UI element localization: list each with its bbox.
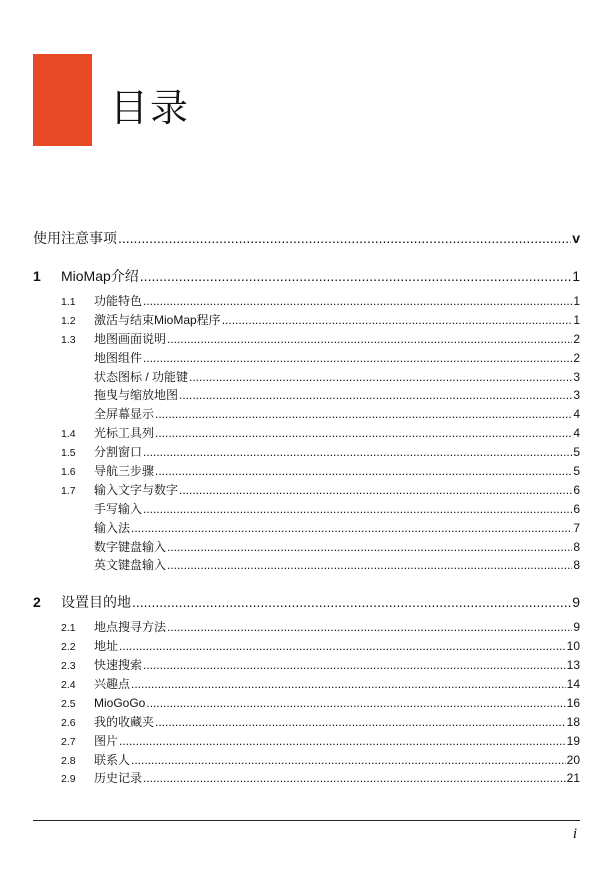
- toc-entry-page: 18: [566, 714, 580, 729]
- toc-entry-page: 21: [566, 771, 580, 786]
- dot-leader: [155, 405, 572, 424]
- toc-entry-label: 激活与结束MioMap程序: [94, 312, 221, 327]
- toc-subsection-entry[interactable]: [33, 349, 580, 368]
- toc-entry-page: 16: [566, 695, 580, 710]
- dot-leader: [132, 592, 571, 612]
- toc-entry-label: 使用注意事项: [33, 230, 117, 246]
- toc-entry-label: 联系人: [94, 752, 131, 767]
- toc-entry-page: 9: [572, 594, 580, 611]
- toc-entry-label: 我的收藏夹: [94, 714, 155, 729]
- toc-section-number: 2.8: [61, 754, 76, 767]
- toc-section-entry[interactable]: [33, 675, 580, 694]
- toc-entry-page: 8: [573, 539, 580, 554]
- dot-leader: [143, 292, 572, 311]
- dot-leader: [179, 481, 572, 500]
- toc-entry-page: 6: [573, 501, 580, 516]
- toc-entry-label: 设置目的地: [61, 594, 131, 611]
- toc-chapter-entry[interactable]: [33, 592, 580, 612]
- toc-entry-label: MioMap介绍: [61, 268, 139, 284]
- toc-entry-page: 3: [573, 369, 580, 384]
- toc-section-number: 1.7: [61, 484, 76, 497]
- toc-entry-page: 5: [573, 464, 580, 479]
- toc-entry-page: 13: [566, 658, 580, 673]
- toc-chapter-number: 1: [33, 268, 41, 284]
- toc-subsection-entry[interactable]: [33, 386, 580, 405]
- toc-section-entry[interactable]: [33, 769, 580, 788]
- footer-rule: [33, 820, 580, 821]
- toc-section-number: 2.9: [61, 773, 76, 786]
- dot-leader: [179, 386, 572, 405]
- toc-entry-label: 光标工具列: [94, 426, 155, 441]
- dot-leader: [131, 675, 566, 694]
- toc-entry-page: 9: [573, 620, 580, 635]
- page-number: i: [572, 826, 577, 842]
- toc-section-number: 2.4: [61, 679, 76, 692]
- toc-entry-page: 1: [572, 268, 580, 284]
- toc-section-entry[interactable]: [33, 618, 580, 637]
- toc-entry-label: 拖曳与缩放地图: [94, 388, 179, 403]
- dot-leader: [222, 311, 573, 330]
- toc-subsection-entry[interactable]: [33, 556, 580, 575]
- toc-chapter-entry[interactable]: [33, 266, 580, 286]
- toc-entry-label: 数字键盘输入: [94, 539, 167, 554]
- dot-leader: [118, 228, 571, 248]
- toc-entry-page: 20: [566, 752, 580, 767]
- toc-entry-label: MioGoGo: [94, 695, 146, 710]
- toc-entry-label: 全屏幕显示: [94, 407, 155, 422]
- toc-entry-label: 快速搜索: [94, 658, 143, 673]
- toc-section-number: 1.2: [61, 314, 76, 327]
- toc-entry-label: 地图画面说明: [94, 331, 167, 346]
- toc-section-entry[interactable]: [33, 637, 580, 656]
- toc-section-number: 2.5: [61, 697, 76, 710]
- toc-entry-page: 4: [573, 407, 580, 422]
- toc-entry-label: 图片: [94, 733, 119, 748]
- dot-leader: [167, 618, 572, 637]
- toc-subsection-entry[interactable]: [33, 538, 580, 557]
- toc-entry-page: 3: [573, 388, 580, 403]
- toc-entry-label: 输入文字与数字: [94, 482, 179, 497]
- dot-leader: [143, 656, 566, 675]
- toc-entry-label: 地址: [94, 639, 119, 654]
- toc-entry-page: 10: [566, 639, 580, 654]
- toc-entry-label: 英文键盘输入: [94, 558, 167, 573]
- toc-entry-label: 状态图标 / 功能键: [94, 369, 189, 384]
- toc-section-entry[interactable]: [33, 292, 580, 311]
- toc-entry-label: 地图组件: [94, 350, 143, 365]
- toc-section-entry[interactable]: [33, 311, 580, 330]
- dot-leader: [189, 368, 572, 387]
- toc-section-number: 2.3: [61, 660, 76, 673]
- dot-leader: [146, 694, 565, 713]
- toc-entry-page: 8: [573, 558, 580, 573]
- toc-entry-page: 1: [573, 294, 580, 308]
- toc-entry-label: 功能特色: [94, 294, 143, 308]
- dot-leader: [143, 769, 566, 788]
- dot-leader: [119, 637, 566, 656]
- toc-entry-page: 2: [573, 350, 580, 365]
- toc-section-number: 1.4: [61, 428, 76, 441]
- toc-subsection-entry[interactable]: [33, 405, 580, 424]
- toc-section-entry[interactable]: [33, 462, 580, 481]
- toc-preface-entry[interactable]: [33, 228, 580, 248]
- toc-entry-page: v: [572, 230, 580, 246]
- toc-section-entry[interactable]: [33, 694, 580, 713]
- toc-entry-page: 6: [573, 482, 580, 497]
- dot-leader: [167, 556, 572, 575]
- toc-entry-page: 4: [573, 426, 580, 441]
- toc-section-entry[interactable]: [33, 656, 580, 675]
- toc-entry-label: 导航三步骤: [94, 464, 155, 479]
- toc-section-number: 1.3: [61, 333, 76, 346]
- toc-section-number: 2.7: [61, 735, 76, 748]
- dot-leader: [131, 519, 572, 538]
- dot-leader: [131, 751, 566, 770]
- toc-entry-page: 7: [573, 520, 580, 535]
- dot-leader: [143, 500, 572, 519]
- toc-entry-page: 19: [566, 733, 580, 748]
- toc-section-number: 2.1: [61, 622, 76, 635]
- toc-entry-label: 分割窗口: [94, 445, 143, 460]
- dot-leader: [143, 443, 572, 462]
- toc-section-entry[interactable]: [33, 713, 580, 732]
- dot-leader: [119, 732, 566, 751]
- toc-entry-page: 5: [573, 445, 580, 460]
- toc-section-entry[interactable]: [33, 330, 580, 349]
- toc-entry-label: 输入法: [94, 520, 131, 535]
- toc-subsection-entry[interactable]: [33, 519, 580, 538]
- dot-leader: [167, 538, 572, 557]
- dot-leader: [143, 349, 572, 368]
- toc-section-entry[interactable]: [33, 424, 580, 443]
- toc-section-entry[interactable]: [33, 751, 580, 770]
- toc-section-number: 2.2: [61, 641, 76, 654]
- toc-entry-page: 1: [573, 312, 580, 327]
- toc-entry-page: 2: [573, 331, 580, 346]
- toc-chapters: [33, 266, 580, 788]
- dot-leader: [140, 266, 571, 286]
- toc-subsection-entry[interactable]: [33, 500, 580, 519]
- toc-section-number: 2.6: [61, 716, 76, 729]
- toc-section-entry[interactable]: [33, 732, 580, 751]
- page-title: 目录: [110, 86, 191, 130]
- toc-section-number: 1.5: [61, 447, 76, 460]
- dot-leader: [155, 713, 566, 732]
- dot-leader: [155, 424, 572, 443]
- dot-leader: [167, 330, 572, 349]
- toc-section-entry[interactable]: [33, 443, 580, 462]
- toc-section-entry[interactable]: [33, 481, 580, 500]
- title-accent-block: [33, 54, 92, 146]
- toc-entry-label: 兴趣点: [94, 677, 131, 692]
- toc-entry-page: 14: [566, 677, 580, 692]
- toc-section-number: 1.1: [61, 296, 76, 308]
- dot-leader: [155, 462, 572, 481]
- toc-subsection-entry[interactable]: [33, 368, 580, 387]
- toc-entry-label: 地点搜寻方法: [94, 620, 167, 635]
- toc-chapter-number: 2: [33, 594, 41, 611]
- toc-entry-label: 历史记录: [94, 771, 143, 786]
- table-of-contents: [33, 228, 580, 788]
- toc-section-number: 1.6: [61, 466, 76, 479]
- toc-entry-label: 手写输入: [94, 501, 143, 516]
